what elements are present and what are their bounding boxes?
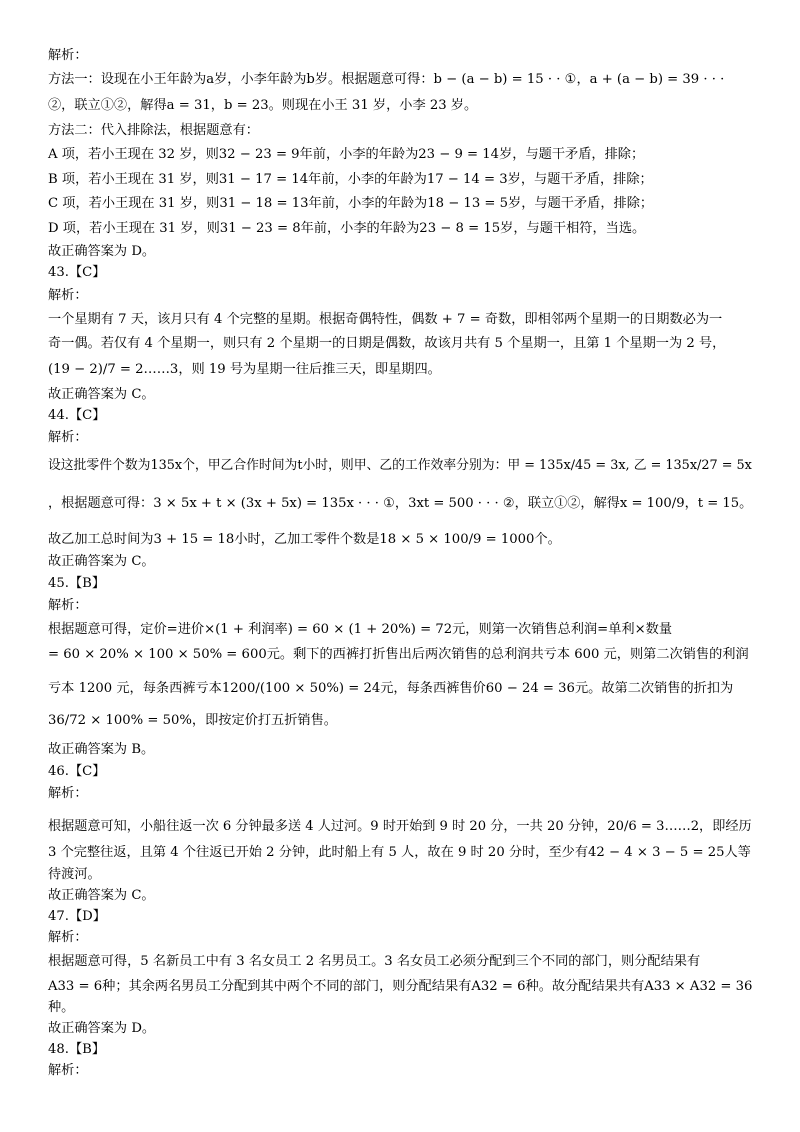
text-line: 故正确答案为 B。 <box>48 742 155 757</box>
text-line: 设这批零件个数为135x个，甲乙合作时间为t小时，则甲、乙的工作效率分别为：甲 = 135x/45 = 3x, 乙 = 135x/27 = 5x <box>48 458 752 473</box>
text-line: 解析： <box>48 48 88 63</box>
question-number: 48.【B】 <box>48 1042 106 1057</box>
text-line: 故正确答案为 C。 <box>48 888 155 903</box>
text-line: A33 = 6种；其余两名男员工分配到其中两个不同的部门，则分配结果有A32 = 6种。故分配结果共有A33 × A32 = 36 <box>48 979 753 994</box>
text-line: 故正确答案为 C。 <box>48 554 155 569</box>
question-number: 43.【C】 <box>48 265 106 280</box>
question-number: 46.【C】 <box>48 764 106 779</box>
text-line: 故正确答案为 D。 <box>48 1021 156 1036</box>
text-line: 解析： <box>48 930 88 945</box>
text-line: 故正确答案为 C。 <box>48 387 155 402</box>
text-line: 种。 <box>48 1000 75 1015</box>
text-line: 一个星期有 7 天，该月只有 4 个完整的星期。根据奇偶特性，偶数 + 7 = 奇数，即相邻两个星期一的日期数必为一 <box>48 312 723 327</box>
text-line: 待渡河。 <box>48 867 101 882</box>
text-line: 解析： <box>48 288 88 303</box>
text-line: 奇一偶。若仅有 4 个星期一，则只有 2 个星期一的日期是偶数，故该月共有 5 个星期一，且第 1 个星期一为 2 号， <box>48 336 726 351</box>
question-number: 45.【B】 <box>48 576 106 591</box>
text-line: 方法一：设现在小王年龄为a岁，小李年龄为b岁。根据题意可得：b − (a − b) = 15 · · ①，a + (a − b) = 39 · · · <box>48 72 725 87</box>
text-line: ，根据题意可得：3 × 5x + t × (3x + 5x) = 135x · · · ①，3xt = 500 · · · ②，联立①②，解得x = 100/9，t = 15。 <box>48 496 753 511</box>
text-line: B 项，若小王现在 31 岁，则31 − 17 = 14年前，小李的年龄为17 − 14 = 3岁，与题干矛盾，排除； <box>48 172 653 187</box>
text-line: (19 − 2)/7 = 2……3，则 19 号为星期一往后推三天，即星期四。 <box>48 362 441 377</box>
text-line: 3 个完整往返，且第 4 个往返已开始 2 分钟，此时船上有 5 人，故在 9 时 20 分时，至少有42 − 4 × 3 − 5 = 25人等 <box>48 845 751 860</box>
text-line: 36/72 × 100% = 50%，即按定价打五折销售。 <box>48 713 337 728</box>
text-line: ②，联立①②，解得a = 31，b = 23。则现在小王 31 岁，小李 23 岁。 <box>48 98 478 113</box>
question-number: 47.【D】 <box>48 909 106 924</box>
text-line: 根据题意可知，小船往返一次 6 分钟最多送 4 人过河。9 时开始到 9 时 20 分，一共 20 分钟，20/6 = 3……2，即经历 <box>48 819 752 834</box>
question-number: 44.【C】 <box>48 408 106 423</box>
text-line: = 60 × 20% × 100 × 50% = 600元。剩下的西裤打折售出后两次销售的总利润共亏本 600 元，则第二次销售的利润 <box>48 647 749 662</box>
text-line: 方法二：代入排除法，根据题意有： <box>48 123 259 138</box>
text-line: D 项，若小王现在 31 岁，则31 − 23 = 8年前，小李的年龄为23 − 8 = 15岁，与题干相符，当选。 <box>48 221 646 236</box>
text-line: 故乙加工总时间为3 + 15 = 18小时，乙加工零件个数是18 × 5 × 100/9 = 1000个。 <box>48 532 561 547</box>
text-line: 解析： <box>48 598 88 613</box>
text-line: 解析： <box>48 1063 88 1078</box>
text-line: 根据题意可得，5 名新员工中有 3 名女员工 2 名男员工。3 名女员工必须分配到三个不同的部门，则分配结果有 <box>48 954 701 969</box>
text-line: 根据题意可得，定价=进价×(1 + 利润率) = 60 × (1 + 20%) = 72元，则第一次销售总利润=单利×数量 <box>48 622 673 637</box>
text-line: A 项，若小王现在 32 岁，则32 − 23 = 9年前，小李的年龄为23 − 9 = 14岁，与题干矛盾，排除； <box>48 147 645 162</box>
text-line: 亏本 1200 元，每条西裤亏本1200/(100 × 50%) = 24元，每条西裤售价60 − 24 = 36元。故第二次销售的折扣为 <box>48 681 734 696</box>
text-line: 解析： <box>48 430 88 445</box>
text-line: C 项，若小王现在 31 岁，则31 − 18 = 13年前，小李的年龄为18 − 13 = 5岁，与题干矛盾，排除； <box>48 196 654 211</box>
text-line: 故正确答案为 D。 <box>48 244 156 259</box>
text-line: 解析： <box>48 786 88 801</box>
